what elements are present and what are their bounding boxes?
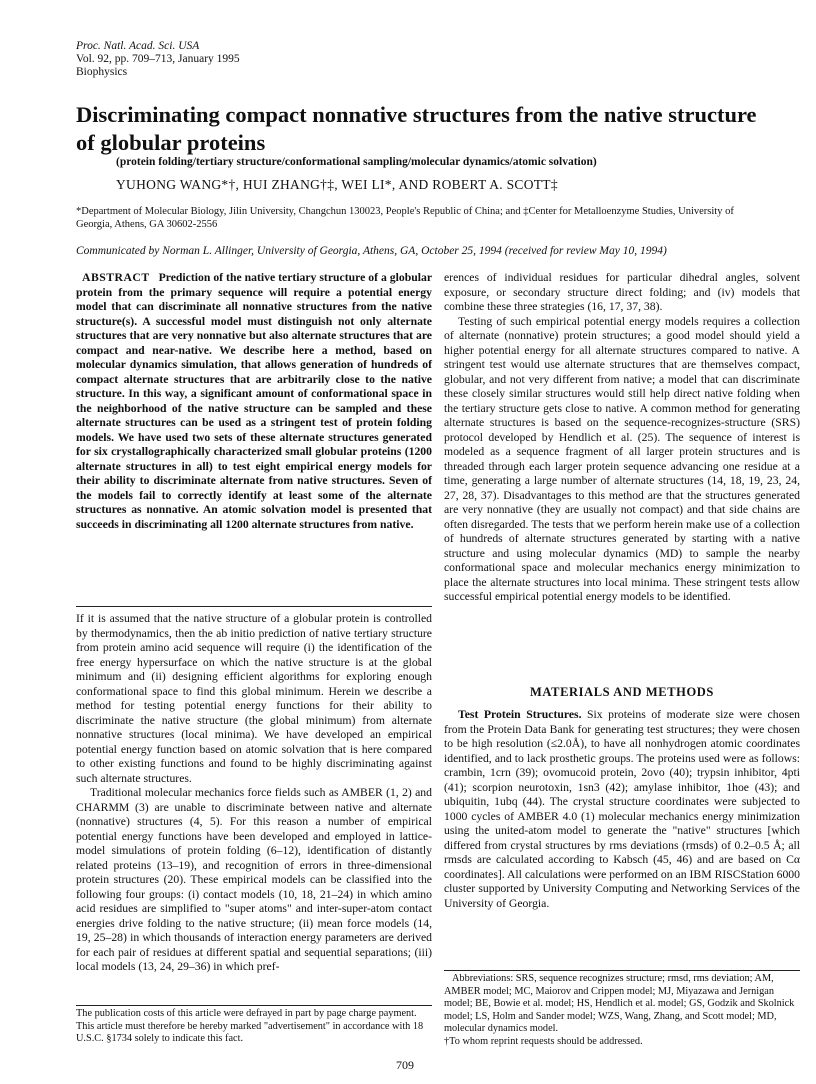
intro-body — [76, 612, 432, 975]
journal-section: Biophysics — [76, 66, 128, 78]
abstract-text: Prediction of the native tertiary structure of a globular protein from the primary sequence will require a potential energy model that can discriminate all nonnative structures from the native structure(s). A successful model must distinguish not only alternate structures that are very nonnative but also alternate structures that are compact and near-native. We describe here a method, based on molecular dynamics simulation, that allows generation of hundreds of compact alternate structures that are arbitrarily close to the native structure. In this way, a significant amount of conformational space in the neighborhood of the native structure can be sampled and these alternate structures can be used as a stringent test of protein folding models. We have used two sets of these alternate structures generated for six crystallographically characterized small globular proteins (1200 alternate structures in all) to test eight empirical energy models for their ability to discriminate alternate from native structures. Seven of the models fail to correctly identify at least some of the alternate structures as nonnative. An atomic solvation model is presented that succeeds in discriminating all 1200 alternate structures from native. — [76, 271, 433, 531]
footnote-divider — [76, 1005, 432, 1006]
abstract-divider — [76, 606, 432, 607]
communicated-by: Communicated by Norman L. Allinger, University of Georgia, Athens, GA, October 25, 1994 (received for review May 10, 1994) — [76, 245, 667, 257]
intro-paragraph-2: Traditional molecular mechanics force fields such as AMBER (1, 2) and CHARMM (3) are unable to discriminate between native and alternate (nonnative) structures (4, 5). For this reason a number of empirical potential energy functions have been developed and employed in lattice-model simulations of protein folding (6–12), identification of distantly related proteins (13–19), and recognition of errors in three-dimensional protein structures (20). These empirical models can be classified into the following four groups: (i) contact models (10, 18, 21–24) in which amino acid residues are simplified to "super atoms" and inter-super-atom contact energies drive folding to the native structure; (ii) mean force models (14, 19, 25–28) in which thousands of interaction energy parameters are derived for each pair of residues at different spatial and sequential separations; (iii) local models (13, 24, 29–36) in which pref- — [76, 786, 432, 973]
page-number: 709 — [396, 1058, 414, 1072]
right-body — [444, 271, 800, 605]
right-paragraph-1: erences of individual residues for particular dihedral angles, solvent exposure, or secondary structure direct folding; and (iv) models that combine these three strategies (16, 17, 37, 38). — [444, 271, 800, 313]
intro-paragraph-1: If it is assumed that the native structure of a globular protein is controlled by thermodynamics, then the ab initio prediction of native tertiary structure from protein amino acid sequence will require (i) the identification of the free energy hypersurface on which the native structure is at the global minimum and (ii) designing efficient algorithms for exploring enough conformational space to find this global minimum. Herein we describe a method for testing potential energy functions for their ability to discriminate the native structure (the global minimum) from alternate nonnative structures (local minima). We have developed an empirical potential energy function based on atomic solvation that is here compared to other existing functions and found to be highly discriminating against such alternate structures. — [76, 612, 432, 785]
methods-text: Six proteins of moderate size were chosen from the Protein Data Bank for generating test structures; they were chosen to be high resolution (≤2.0Å), to have all nonhydrogen atomic coordinates identified, and to lack prosthetic groups. The proteins used were as follows: crambin, 1crn (39); ovomucoid protein, 2ovo (40); trypsin inhibitor, 4pti (41); scorpion neurotoxin, 1sn3 (42); amylase inhibitor, 1hoe (43); and ubiquitin, 1ubq (44). The crystal structure coordinates were subjected to 1000 cycles of AMBER 4.0 (1) molecular mechanics energy minimization using the united-atom model to generate the "native" structures [which differed from crystal structures by rms deviations (rmsds) of 0.2–0.5 Å; all rmsds are calculated according to Kabsch (45, 46) and are based on Cα coordinates]. All calculations were performed on an IBM RISCStation 6000 cluster supported by University Computing and Networking Services of the University of Georgia. — [444, 708, 801, 910]
abbreviations-text: Abbreviations: SRS, sequence recognizes structure; rmsd, rms deviation; AM, AMBER model; MC, Maiorov and Crippen model; MJ, Miyazawa and Jernigan model; BE, Bowie et al. model; HS, Hendlich et al. model; GS, Godzik and Skolnick model; LS, Holm and Sander model; WZS, Wang, Zhang, and Scott model; MD, molecular dynamics model. — [444, 973, 795, 1034]
article-title: Discriminating compact nonnative structures from the native structure of globular proteins — [76, 102, 757, 155]
section-heading: MATERIALS AND METHODS — [530, 685, 714, 699]
journal-header — [76, 40, 240, 79]
methods-runhead: Test Protein Structures. — [458, 708, 582, 721]
journal-volume: Vol. 92, pp. 709–713, January 1995 — [76, 53, 240, 65]
right-paragraph-2: Testing of such empirical potential energy models requires a collection of alternate (nonnative) protein structures; a good model should yield a higher potential energy for all alternate structures compared to native. A stringent test would use alternate structures that are themselves compact, globular, and not very different from native; a model that can discriminate these closely similar structures would still help direct native folding when the tertiary structure gets close to native. A common method for generating alternate structures is based on the sequence-recognizes-structure (SRS) protocol developed by Hendlich et al. (25). The sequence of interest is modeled as a sequence fragment of all larger protein structures and is threaded through each larger protein sequence advancing one residue at a time, generating a large number of alternate structures (14, 18, 19, 23, 24, 27, 28, 37). Disadvantages to this method are that the structures generated are very nonnative (they are usually not compact) and that side chains are often disregarded. The tests that we perform herein make use of a collection of hundreds of alternate structures generated by starting with a native structure and using molecular dynamics (MD) to sample the nearby conformational space and molecular mechanics energy minimization to place the alternate structures into local minima. These stringent tests allow successful empirical potential energy models to be identified. — [444, 314, 800, 603]
keywords: (protein folding/tertiary structure/conformational sampling/molecular dynamics/atomic solvation) — [116, 156, 597, 168]
journal-name: Proc. Natl. Acad. Sci. USA — [76, 40, 200, 52]
abstract — [76, 271, 432, 532]
abstract-label: ABSTRACT — [82, 271, 150, 284]
publication-cost-footnote: The publication costs of this article were defrayed in part by page charge payment. This article must therefore be hereby marked "advertisement" in accordance with 18 U.S.C. §1734 solely to indicate this fact. — [76, 1008, 424, 1044]
methods-body — [444, 708, 800, 911]
authors: YUHONG WANG*†, HUI ZHANG†‡, WEI LI*, AND ROBERT A. SCOTT‡ — [116, 177, 558, 192]
reprint-note: †To whom reprint requests should be addressed. — [444, 1035, 643, 1047]
abbreviations-divider — [444, 970, 800, 971]
abbreviations-footnote — [444, 973, 800, 1048]
affiliations: *Department of Molecular Biology, Jilin University, Changchun 130023, People's Republic of China; and ‡Center for Metalloenzyme Studies, University of Georgia, Athens, GA 30602-2556 — [76, 206, 734, 230]
